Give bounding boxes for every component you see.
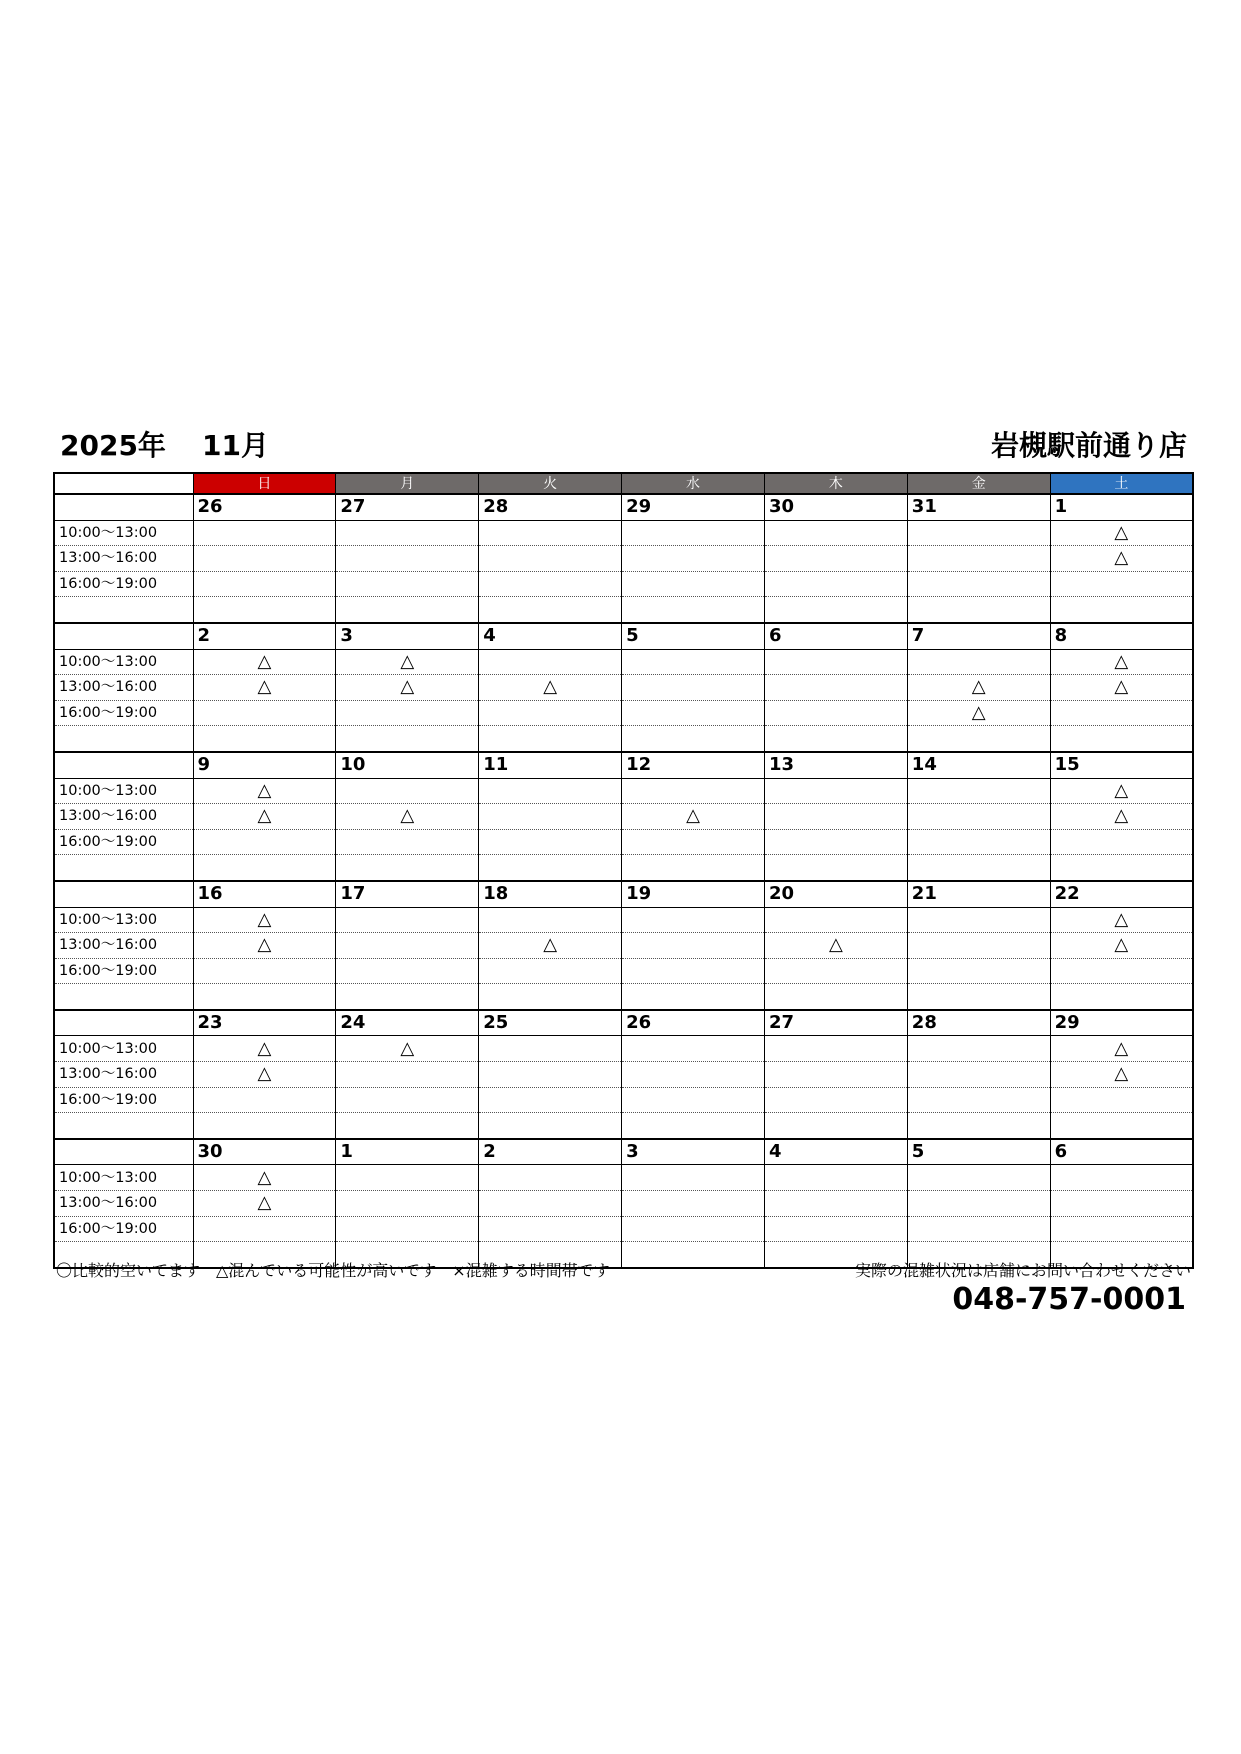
time-slot-label: 13:00～16:00 bbox=[54, 546, 193, 572]
spacer-cell bbox=[336, 726, 479, 752]
congestion-mark: △ bbox=[193, 1165, 336, 1191]
congestion-mark bbox=[479, 829, 622, 855]
congestion-mark bbox=[336, 571, 479, 597]
congestion-calendar bbox=[53, 472, 1192, 1269]
date-number: 28 bbox=[907, 1010, 1050, 1036]
date-number: 6 bbox=[764, 623, 907, 649]
date-number: 14 bbox=[907, 752, 1050, 778]
time-slot-row bbox=[54, 649, 1193, 675]
time-slot-row bbox=[54, 1216, 1193, 1242]
congestion-mark bbox=[193, 1087, 336, 1113]
time-slot-label: 10:00～13:00 bbox=[54, 520, 193, 546]
congestion-mark bbox=[1050, 700, 1193, 726]
week-label-blank bbox=[54, 752, 193, 778]
congestion-mark bbox=[764, 649, 907, 675]
congestion-mark bbox=[479, 520, 622, 546]
week-label-blank bbox=[54, 1139, 193, 1165]
congestion-mark bbox=[622, 649, 765, 675]
congestion-mark bbox=[479, 907, 622, 933]
congestion-mark bbox=[907, 1036, 1050, 1062]
spacer-cell bbox=[907, 1113, 1050, 1139]
spacer-row bbox=[54, 984, 1193, 1010]
spacer-cell bbox=[479, 855, 622, 881]
time-slot-label: 16:00～19:00 bbox=[54, 700, 193, 726]
spacer-cell bbox=[336, 855, 479, 881]
spacer-cell bbox=[622, 597, 765, 623]
time-slot-row bbox=[54, 571, 1193, 597]
spacer-cell bbox=[907, 855, 1050, 881]
date-number: 2 bbox=[193, 623, 336, 649]
congestion-mark bbox=[622, 700, 765, 726]
congestion-mark bbox=[1050, 829, 1193, 855]
congestion-mark: △ bbox=[1050, 804, 1193, 830]
week-date-row bbox=[54, 752, 1193, 778]
spacer-cell bbox=[764, 597, 907, 623]
congestion-mark bbox=[907, 933, 1050, 959]
date-number: 21 bbox=[907, 881, 1050, 907]
date-number: 23 bbox=[193, 1010, 336, 1036]
congestion-mark bbox=[764, 829, 907, 855]
congestion-mark bbox=[907, 829, 1050, 855]
congestion-mark bbox=[764, 778, 907, 804]
spacer-cell bbox=[764, 984, 907, 1010]
congestion-mark bbox=[193, 571, 336, 597]
spacer-cell bbox=[479, 1113, 622, 1139]
date-number: 22 bbox=[1050, 881, 1193, 907]
congestion-mark bbox=[764, 1062, 907, 1088]
congestion-mark bbox=[622, 907, 765, 933]
congestion-mark bbox=[336, 778, 479, 804]
congestion-mark: △ bbox=[1050, 1036, 1193, 1062]
spacer-cell bbox=[764, 1113, 907, 1139]
congestion-mark: △ bbox=[336, 649, 479, 675]
week-label-blank bbox=[54, 1010, 193, 1036]
spacer-cell bbox=[1050, 1113, 1193, 1139]
congestion-mark bbox=[622, 958, 765, 984]
time-slot-row bbox=[54, 907, 1193, 933]
spacer-cell bbox=[764, 855, 907, 881]
time-slot-label: 10:00～13:00 bbox=[54, 649, 193, 675]
congestion-mark bbox=[193, 520, 336, 546]
congestion-mark bbox=[336, 958, 479, 984]
congestion-mark bbox=[622, 1036, 765, 1062]
congestion-mark bbox=[479, 649, 622, 675]
time-slot-label: 13:00～16:00 bbox=[54, 1191, 193, 1217]
weekday-header-1: 月 bbox=[336, 473, 479, 494]
spacer-cell bbox=[193, 597, 336, 623]
congestion-mark bbox=[764, 1191, 907, 1217]
date-number: 4 bbox=[479, 623, 622, 649]
congestion-mark: △ bbox=[193, 778, 336, 804]
spacer-cell bbox=[1050, 597, 1193, 623]
congestion-mark bbox=[479, 958, 622, 984]
time-slot-label: 16:00～19:00 bbox=[54, 958, 193, 984]
date-number: 20 bbox=[764, 881, 907, 907]
spacer-cell bbox=[764, 726, 907, 752]
congestion-mark: △ bbox=[193, 1036, 336, 1062]
congestion-mark bbox=[336, 546, 479, 572]
congestion-mark: △ bbox=[193, 1062, 336, 1088]
congestion-mark bbox=[479, 700, 622, 726]
time-slot-row bbox=[54, 520, 1193, 546]
date-number: 11 bbox=[479, 752, 622, 778]
congestion-mark bbox=[907, 907, 1050, 933]
spacer-label bbox=[54, 1113, 193, 1139]
congestion-mark: △ bbox=[193, 933, 336, 959]
spacer-cell bbox=[622, 855, 765, 881]
spacer-row bbox=[54, 726, 1193, 752]
congestion-mark bbox=[336, 933, 479, 959]
congestion-mark: △ bbox=[1050, 675, 1193, 701]
congestion-mark bbox=[907, 1191, 1050, 1217]
congestion-mark bbox=[622, 546, 765, 572]
date-number: 1 bbox=[1050, 494, 1193, 520]
congestion-mark bbox=[622, 1087, 765, 1113]
congestion-mark bbox=[336, 1087, 479, 1113]
date-number: 5 bbox=[622, 623, 765, 649]
congestion-mark bbox=[622, 675, 765, 701]
congestion-mark: △ bbox=[193, 1191, 336, 1217]
week-date-row bbox=[54, 1010, 1193, 1036]
time-slot-label: 10:00～13:00 bbox=[54, 907, 193, 933]
date-number: 8 bbox=[1050, 623, 1193, 649]
date-number: 2 bbox=[479, 1139, 622, 1165]
weekday-header-5: 金 bbox=[907, 473, 1050, 494]
spacer-label bbox=[54, 855, 193, 881]
spacer-cell bbox=[1050, 855, 1193, 881]
date-number: 9 bbox=[193, 752, 336, 778]
congestion-mark bbox=[193, 700, 336, 726]
congestion-mark bbox=[622, 778, 765, 804]
congestion-mark: △ bbox=[193, 649, 336, 675]
date-number: 13 bbox=[764, 752, 907, 778]
date-number: 26 bbox=[622, 1010, 765, 1036]
spacer-cell bbox=[622, 726, 765, 752]
date-number: 27 bbox=[336, 494, 479, 520]
legend-text: 〇比較的空いてます △混んでいる可能性が高いです ×混雑する時間帯です bbox=[56, 1261, 610, 1280]
time-slot-label: 13:00～16:00 bbox=[54, 675, 193, 701]
date-number: 29 bbox=[1050, 1010, 1193, 1036]
spacer-row bbox=[54, 597, 1193, 623]
congestion-mark bbox=[764, 804, 907, 830]
date-number: 17 bbox=[336, 881, 479, 907]
date-number: 6 bbox=[1050, 1139, 1193, 1165]
congestion-mark bbox=[907, 571, 1050, 597]
weekday-header-2: 火 bbox=[479, 473, 622, 494]
phone-number: 048-757-0001 bbox=[952, 1282, 1186, 1317]
contact-note: 実際の混雑状況は店舗にお問い合わせください bbox=[854, 1261, 1191, 1280]
congestion-mark bbox=[764, 520, 907, 546]
congestion-mark bbox=[479, 571, 622, 597]
time-slot-label: 10:00～13:00 bbox=[54, 1036, 193, 1062]
date-number: 15 bbox=[1050, 752, 1193, 778]
weekday-header-3: 水 bbox=[622, 473, 765, 494]
congestion-mark: △ bbox=[336, 804, 479, 830]
congestion-mark: △ bbox=[479, 933, 622, 959]
time-slot-label: 10:00～13:00 bbox=[54, 778, 193, 804]
date-number: 31 bbox=[907, 494, 1050, 520]
congestion-mark bbox=[907, 804, 1050, 830]
spacer-cell bbox=[193, 1113, 336, 1139]
date-number: 3 bbox=[336, 623, 479, 649]
congestion-mark bbox=[764, 958, 907, 984]
week-label-blank bbox=[54, 623, 193, 649]
congestion-mark: △ bbox=[336, 1036, 479, 1062]
congestion-mark: △ bbox=[907, 700, 1050, 726]
congestion-mark bbox=[336, 520, 479, 546]
congestion-mark bbox=[479, 1036, 622, 1062]
congestion-mark: △ bbox=[193, 907, 336, 933]
congestion-mark: △ bbox=[1050, 1062, 1193, 1088]
congestion-mark bbox=[764, 1165, 907, 1191]
week-date-row bbox=[54, 623, 1193, 649]
date-number: 3 bbox=[622, 1139, 765, 1165]
date-number: 27 bbox=[764, 1010, 907, 1036]
congestion-mark bbox=[907, 1165, 1050, 1191]
congestion-mark: △ bbox=[1050, 649, 1193, 675]
congestion-mark bbox=[193, 1216, 336, 1242]
week-label-blank bbox=[54, 881, 193, 907]
date-number: 10 bbox=[336, 752, 479, 778]
time-slot-row bbox=[54, 804, 1193, 830]
congestion-mark bbox=[336, 907, 479, 933]
congestion-mark bbox=[907, 1087, 1050, 1113]
time-slot-row bbox=[54, 700, 1193, 726]
congestion-mark bbox=[1050, 1165, 1193, 1191]
weekday-header-4: 木 bbox=[764, 473, 907, 494]
congestion-mark bbox=[764, 907, 907, 933]
time-slot-row bbox=[54, 1165, 1193, 1191]
spacer-cell bbox=[193, 984, 336, 1010]
congestion-mark bbox=[479, 546, 622, 572]
spacer-cell bbox=[479, 726, 622, 752]
congestion-mark bbox=[479, 1087, 622, 1113]
congestion-mark: △ bbox=[622, 804, 765, 830]
date-number: 4 bbox=[764, 1139, 907, 1165]
date-number: 29 bbox=[622, 494, 765, 520]
congestion-mark: △ bbox=[193, 675, 336, 701]
congestion-mark: △ bbox=[1050, 778, 1193, 804]
week-date-row bbox=[54, 494, 1193, 520]
congestion-mark bbox=[479, 804, 622, 830]
date-number: 26 bbox=[193, 494, 336, 520]
congestion-mark bbox=[622, 829, 765, 855]
congestion-mark bbox=[193, 958, 336, 984]
congestion-mark: △ bbox=[1050, 933, 1193, 959]
date-number: 24 bbox=[336, 1010, 479, 1036]
date-number: 30 bbox=[764, 494, 907, 520]
date-number: 18 bbox=[479, 881, 622, 907]
week-date-row bbox=[54, 881, 1193, 907]
time-slot-row bbox=[54, 546, 1193, 572]
time-slot-row bbox=[54, 1191, 1193, 1217]
spacer-cell bbox=[336, 597, 479, 623]
spacer-cell bbox=[907, 984, 1050, 1010]
congestion-mark: △ bbox=[907, 675, 1050, 701]
congestion-mark bbox=[336, 1165, 479, 1191]
spacer-cell bbox=[907, 597, 1050, 623]
time-slot-label: 13:00～16:00 bbox=[54, 804, 193, 830]
congestion-mark bbox=[622, 1062, 765, 1088]
congestion-mark bbox=[764, 1216, 907, 1242]
congestion-mark bbox=[479, 1191, 622, 1217]
spacer-cell bbox=[1050, 984, 1193, 1010]
congestion-mark bbox=[907, 520, 1050, 546]
date-number: 19 bbox=[622, 881, 765, 907]
congestion-mark bbox=[907, 778, 1050, 804]
store-name: 岩槻駅前通り店 bbox=[990, 429, 1187, 462]
congestion-mark bbox=[336, 700, 479, 726]
time-slot-row bbox=[54, 675, 1193, 701]
date-number: 5 bbox=[907, 1139, 1050, 1165]
congestion-mark bbox=[1050, 571, 1193, 597]
time-slot-row bbox=[54, 778, 1193, 804]
date-number: 1 bbox=[336, 1139, 479, 1165]
congestion-mark bbox=[764, 700, 907, 726]
congestion-mark bbox=[479, 1062, 622, 1088]
congestion-mark bbox=[907, 1062, 1050, 1088]
time-slot-label: 16:00～19:00 bbox=[54, 571, 193, 597]
congestion-mark bbox=[479, 1165, 622, 1191]
date-number: 28 bbox=[479, 494, 622, 520]
congestion-mark bbox=[336, 1191, 479, 1217]
congestion-mark bbox=[764, 675, 907, 701]
header-blank-cell bbox=[54, 473, 193, 494]
calendar-table bbox=[53, 472, 1194, 1269]
congestion-mark bbox=[622, 520, 765, 546]
spacer-label bbox=[54, 984, 193, 1010]
congestion-mark bbox=[336, 1216, 479, 1242]
congestion-mark bbox=[764, 546, 907, 572]
congestion-mark: △ bbox=[1050, 520, 1193, 546]
congestion-mark bbox=[907, 649, 1050, 675]
calendar-year: 2025年 bbox=[60, 429, 166, 462]
time-slot-row bbox=[54, 1087, 1193, 1113]
congestion-mark: △ bbox=[764, 933, 907, 959]
time-slot-row bbox=[54, 829, 1193, 855]
congestion-mark bbox=[907, 958, 1050, 984]
congestion-mark bbox=[622, 571, 765, 597]
congestion-mark bbox=[193, 546, 336, 572]
congestion-mark: △ bbox=[1050, 546, 1193, 572]
congestion-mark: △ bbox=[1050, 907, 1193, 933]
congestion-mark: △ bbox=[193, 804, 336, 830]
congestion-mark bbox=[336, 829, 479, 855]
spacer-cell bbox=[907, 726, 1050, 752]
spacer-row bbox=[54, 855, 1193, 881]
date-number: 30 bbox=[193, 1139, 336, 1165]
congestion-mark bbox=[479, 1216, 622, 1242]
congestion-mark bbox=[479, 778, 622, 804]
spacer-label bbox=[54, 726, 193, 752]
congestion-mark: △ bbox=[479, 675, 622, 701]
spacer-cell bbox=[622, 1113, 765, 1139]
weekday-header-row bbox=[54, 473, 1193, 494]
time-slot-label: 13:00～16:00 bbox=[54, 1062, 193, 1088]
congestion-mark bbox=[622, 933, 765, 959]
spacer-cell bbox=[336, 1113, 479, 1139]
spacer-cell bbox=[479, 984, 622, 1010]
congestion-mark bbox=[622, 1216, 765, 1242]
congestion-mark bbox=[1050, 1191, 1193, 1217]
congestion-mark bbox=[907, 1216, 1050, 1242]
time-slot-label: 10:00～13:00 bbox=[54, 1165, 193, 1191]
congestion-mark bbox=[622, 1191, 765, 1217]
spacer-cell bbox=[479, 597, 622, 623]
spacer-cell bbox=[1050, 726, 1193, 752]
weekday-header-6: 土 bbox=[1050, 473, 1193, 494]
time-slot-row bbox=[54, 933, 1193, 959]
congestion-mark bbox=[1050, 1087, 1193, 1113]
spacer-cell bbox=[622, 1242, 765, 1268]
congestion-mark: △ bbox=[336, 675, 479, 701]
date-number: 12 bbox=[622, 752, 765, 778]
calendar-month: 11月 bbox=[202, 429, 269, 462]
date-number: 25 bbox=[479, 1010, 622, 1036]
week-date-row bbox=[54, 1139, 1193, 1165]
date-number: 7 bbox=[907, 623, 1050, 649]
spacer-cell bbox=[193, 855, 336, 881]
time-slot-row bbox=[54, 1062, 1193, 1088]
congestion-mark bbox=[764, 571, 907, 597]
time-slot-label: 16:00～19:00 bbox=[54, 1087, 193, 1113]
spacer-label bbox=[54, 597, 193, 623]
date-number: 16 bbox=[193, 881, 336, 907]
spacer-cell bbox=[193, 726, 336, 752]
time-slot-label: 13:00～16:00 bbox=[54, 933, 193, 959]
congestion-mark bbox=[622, 1165, 765, 1191]
spacer-row bbox=[54, 1113, 1193, 1139]
time-slot-row bbox=[54, 958, 1193, 984]
congestion-mark bbox=[764, 1036, 907, 1062]
congestion-mark bbox=[193, 829, 336, 855]
time-slot-label: 16:00～19:00 bbox=[54, 829, 193, 855]
congestion-mark bbox=[907, 546, 1050, 572]
congestion-mark bbox=[764, 1087, 907, 1113]
congestion-mark bbox=[1050, 1216, 1193, 1242]
spacer-cell bbox=[622, 984, 765, 1010]
congestion-mark bbox=[1050, 958, 1193, 984]
time-slot-row bbox=[54, 1036, 1193, 1062]
congestion-mark bbox=[336, 1062, 479, 1088]
spacer-cell bbox=[336, 984, 479, 1010]
week-label-blank bbox=[54, 494, 193, 520]
time-slot-label: 16:00～19:00 bbox=[54, 1216, 193, 1242]
weekday-header-0: 日 bbox=[193, 473, 336, 494]
